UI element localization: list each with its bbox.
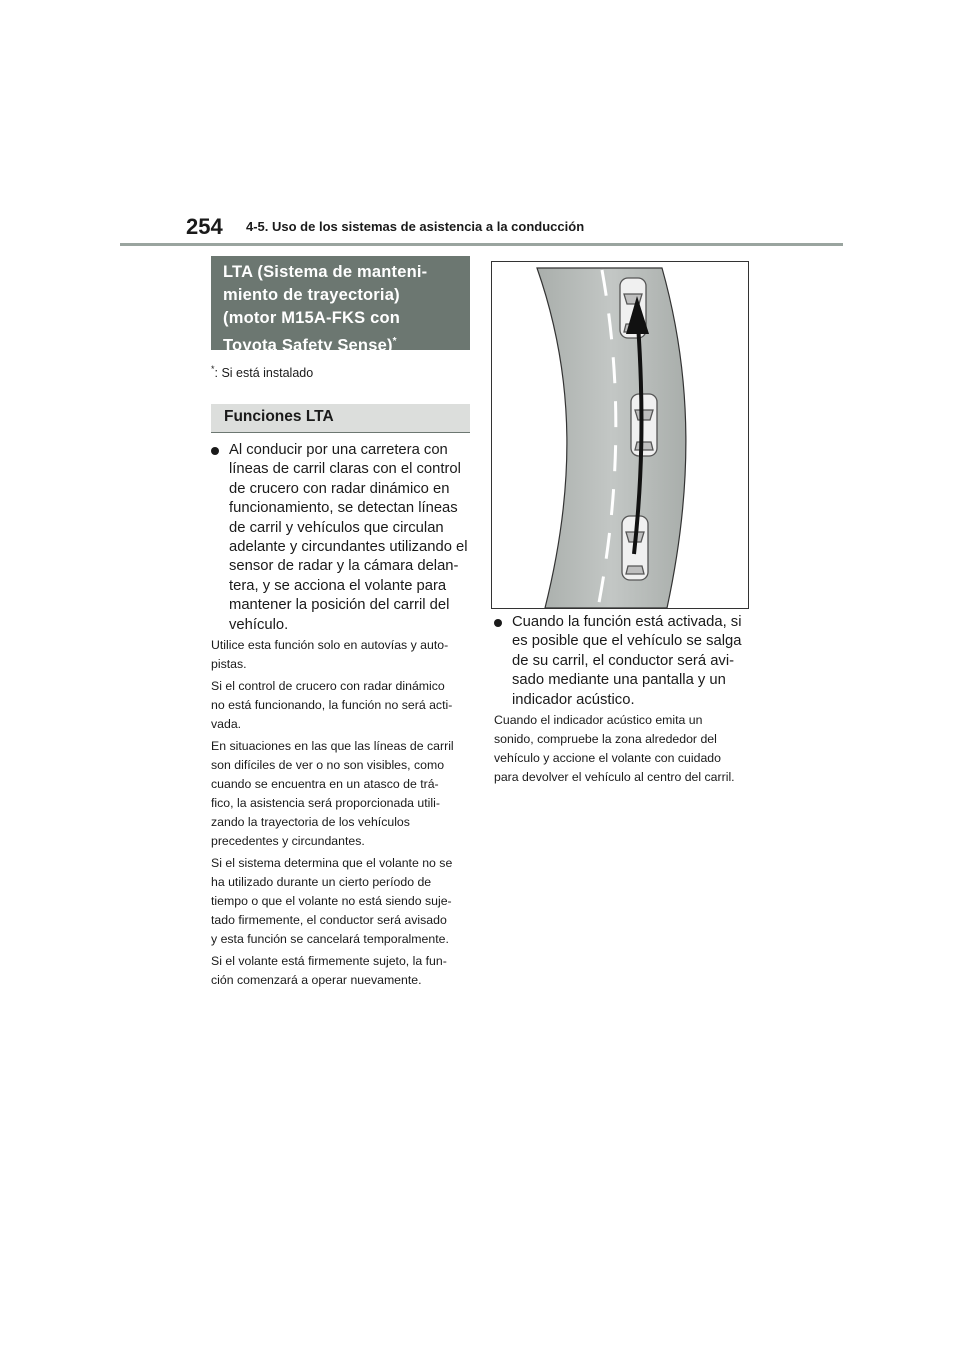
text-line: ha utilizado durante un cierto período de	[211, 875, 432, 889]
text-line: zando la trayectoria de los vehículos	[211, 815, 410, 829]
title-line: (motor M15A-FKS con	[223, 309, 401, 327]
bullet-line: adelante y circundantes utilizando el	[229, 539, 468, 556]
text-line: pistas.	[211, 657, 247, 671]
text-line: y esta función se cancelará temporalmente.	[211, 932, 449, 946]
text-line: son difíciles de ver o no son visibles, como	[211, 758, 445, 772]
bullet-line: de su carril, el conductor será avi-	[512, 652, 735, 669]
text-line: Si el control de crucero con radar dinámico	[211, 679, 445, 693]
bullet-line: mantener la posición del carril del	[229, 597, 450, 614]
bullet-line: tera, y se acciona el volante para	[229, 577, 447, 594]
road-illustration	[492, 262, 748, 608]
body-text-right	[494, 711, 749, 787]
bullet-line: de carril y vehículos que circulan	[229, 519, 444, 536]
text-line: sonido, compruebe la zona alrededor del	[494, 732, 717, 746]
text-line: tiempo o que el volante no está siendo suje-	[211, 894, 452, 908]
section-heading: Funciones LTA	[211, 404, 470, 433]
bullet-line: de crucero con radar dinámico en	[229, 480, 450, 497]
bullet-line: Cuando la función está activada, si	[512, 614, 742, 630]
bullet-line: líneas de carril claras con el control	[229, 461, 461, 478]
text-line: Si el volante está firmemente sujeto, la fun-	[211, 954, 447, 968]
road-surface	[537, 268, 686, 608]
footnote	[211, 364, 313, 380]
text-line: para devolver el vehículo al centro del carril.	[494, 770, 735, 784]
header-divider	[120, 243, 843, 246]
chapter-title: 4-5. Uso de los sistemas de asistencia a la conducción	[246, 219, 585, 234]
body-text-left	[211, 636, 466, 990]
vehicle-icon	[631, 394, 657, 456]
text-line: vada.	[211, 717, 242, 731]
bullet-text	[211, 441, 473, 635]
lane-tracing-illustration	[491, 261, 749, 609]
text-line: ción comenzará a operar nuevamente.	[211, 973, 422, 987]
bullet-line: indicador acústico.	[512, 691, 635, 708]
bullet-line: es posible que el vehículo se salga	[512, 633, 742, 650]
footnote-mark: *	[211, 364, 215, 374]
title-asterisk: *	[392, 336, 397, 347]
bullet-line: vehículo.	[229, 616, 289, 633]
bullet-dot	[211, 447, 219, 455]
text-line: Si el sistema determina que el volante no se	[211, 856, 453, 870]
title-line: LTA (Sistema de manteni-	[223, 263, 428, 281]
text-line: vehículo y accione el volante con cuidado	[494, 751, 721, 765]
text-line: En situaciones en las que las líneas de carril	[211, 739, 454, 753]
text-line: no está funcionando, la función no será acti-	[211, 698, 453, 712]
bullet-text	[494, 613, 756, 710]
bullet-line: sensor de radar y la cámara delan-	[229, 558, 459, 575]
title-line: miento de trayectoria)	[223, 286, 400, 304]
title-line-text: Toyota Safety Sense)	[223, 336, 393, 355]
title-line	[223, 330, 458, 358]
footnote-text: : Si está instalado	[214, 366, 314, 381]
feature-title-box	[211, 256, 470, 355]
bullet-item	[211, 441, 473, 635]
bullet-item	[494, 613, 756, 710]
bullet-line: Al conducir por una carretera con	[229, 442, 448, 458]
bullet-line: funcionamiento, se detectan líneas	[229, 500, 458, 517]
bullet-line: sado mediante una pantalla y un	[512, 672, 726, 689]
text-line: fico, la asistencia será proporcionada utili-	[211, 796, 440, 810]
page-number: 254	[186, 214, 223, 239]
text-line: cuando se encuentra en un atasco de trá-	[211, 777, 439, 791]
bullet-dot	[494, 619, 502, 627]
text-line: Cuando el indicador acústico emita un	[494, 713, 703, 727]
text-line: precedentes y circundantes.	[211, 834, 365, 848]
text-line: tado firmemente, el conductor será avisado	[211, 913, 447, 927]
text-line: Utilice esta función solo en autovías y auto-	[211, 638, 449, 652]
